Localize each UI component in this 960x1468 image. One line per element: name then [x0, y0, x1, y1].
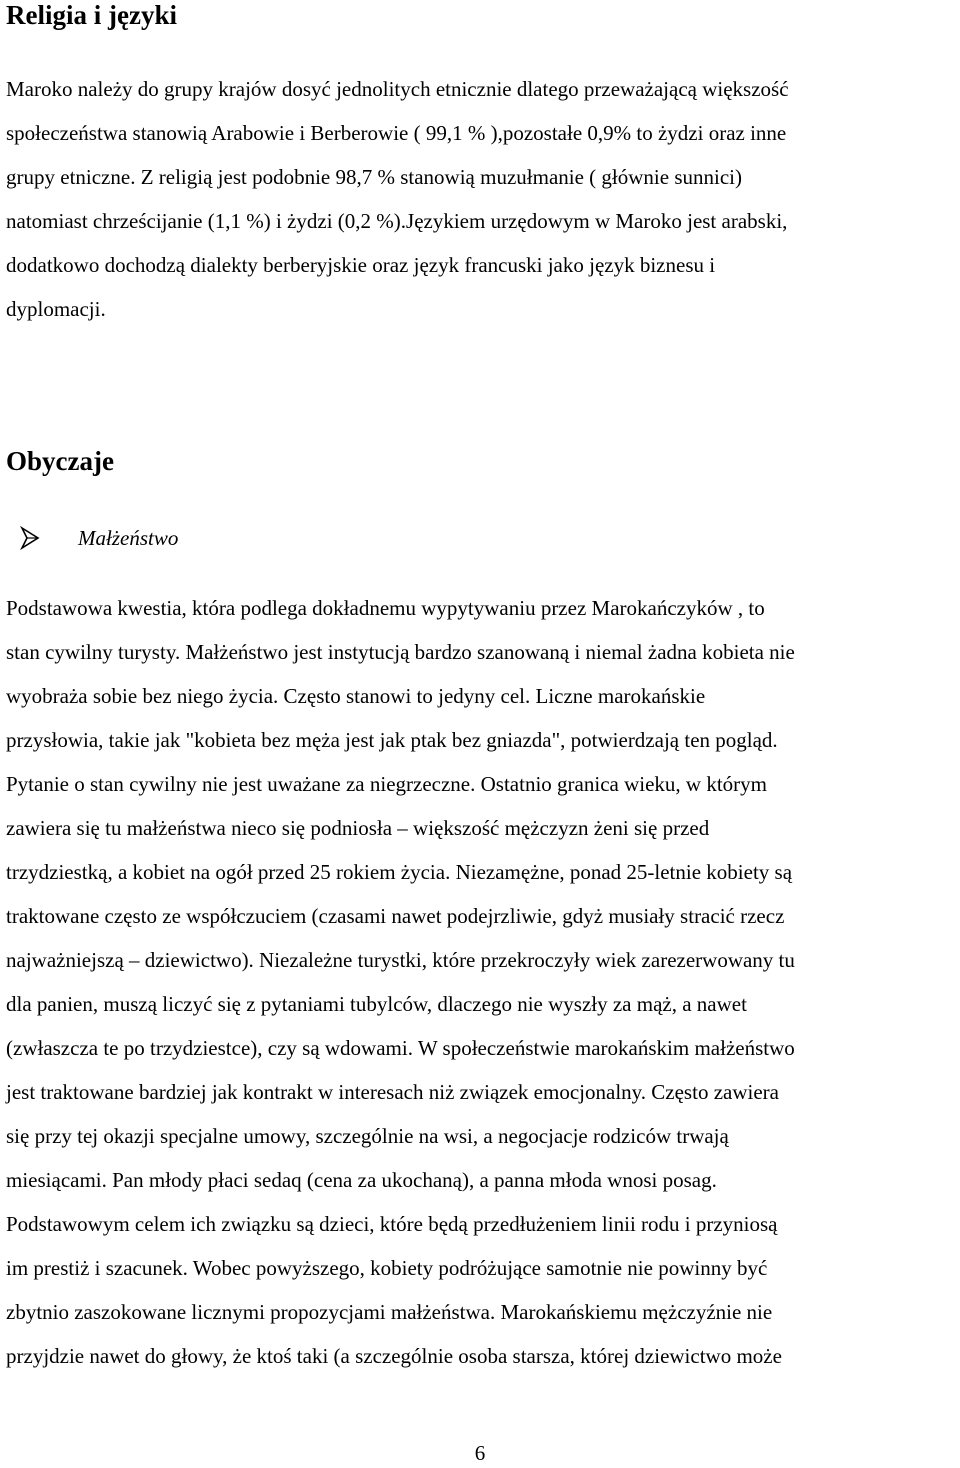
paragraph-line: Podstawowa kwestia, która podlega dokładnemu wypytywaniu przez Marokańczyków , to [6, 596, 765, 620]
page-number: 6 [474, 1441, 486, 1465]
paragraph-line: jest traktowane bardziej jak kontrakt w interesach niż związek emocjonalny. Często zawiera [6, 1080, 779, 1104]
paragraph-line: dyplomacji. [6, 297, 106, 321]
paragraph-line: Pytanie o stan cywilny nie jest uważane za niegrzeczne. Ostatnio granica wieku, w którym [6, 772, 767, 796]
paragraph-marriage [6, 586, 954, 1378]
paragraph-line: dodatkowo dochodzą dialekty berberyjskie oraz język francuski jako język biznesu i [6, 253, 716, 277]
paragraph-line: traktowane często ze współczuciem (czasami nawet podejrzliwie, gdyż musiały stracić rzecz [6, 904, 785, 928]
paragraph-line: Maroko należy do grupy krajów dosyć jednolitych etnicznie dlatego przeważającą większość [6, 77, 789, 101]
paragraph-line: Podstawowym celem ich związku są dzieci, które będą przedłużeniem linii rodu i przyniosą [6, 1212, 778, 1236]
paragraph-line: stan cywilny turysty. Małżeństwo jest instytucją bardzo szanowaną i niemal żadna kobieta nie [6, 640, 795, 664]
subheading-marriage: Małżeństwo [78, 526, 179, 550]
paragraph-line: miesiącami. Pan młody płaci sedaq (cena za ukochaną), a panna młoda wnosi posag. [6, 1168, 717, 1192]
paragraph-line: natomiast chrześcijanie (1,1 %) i żydzi (0,2 %).Językiem urzędowym w Maroko jest arabski, [6, 209, 788, 233]
arrowhead-bullet-icon [20, 526, 58, 550]
paragraph-line: trzydziestką, a kobiet na ogół przed 25 rokiem życia. Niezamężne, ponad 25-letnie kobiety są [6, 860, 793, 884]
paragraph-line: przysłowia, takie jak "kobieta bez męża jest jak ptak bez gniazda", potwierdzają ten pogląd. [6, 728, 778, 752]
paragraph-line: przyjdzie nawet do głowy, że ktoś taki (a szczególnie osoba starsza, której dziewictwo może [6, 1344, 782, 1368]
section-title-religion: Religia i języki [6, 0, 177, 30]
paragraph-line: zawiera się tu małżeństwa nieco się podniosła – większość mężczyzn żeni się przed [6, 816, 710, 840]
paragraph-line: zbytnio zaszokowane licznymi propozycjami małżeństwa. Marokańskiemu mężczyźnie nie [6, 1300, 773, 1324]
section-title-customs: Obyczaje [6, 446, 114, 476]
paragraph-line: grupy etniczne. Z religią jest podobnie 98,7 % stanowią muzułmanie ( głównie sunnici) [6, 165, 742, 189]
paragraph-religion [6, 67, 954, 331]
paragraph-line: (zwłaszcza te po trzydziestce), czy są wdowami. W społeczeństwie marokańskim małżeństwo [6, 1036, 795, 1060]
subheading-row [6, 520, 178, 556]
paragraph-line: wyobraża sobie bez niego życia. Często stanowi to jedyny cel. Liczne marokańskie [6, 684, 706, 708]
paragraph-line: społeczeństwa stanowią Arabowie i Berberowie ( 99,1 % ),pozostałe 0,9% to żydzi oraz inne [6, 121, 787, 145]
paragraph-line: najważniejszą – dziewictwo). Niezależne turystki, które przekroczyły wiek zarezerwowany tu [6, 948, 795, 972]
paragraph-line: się przy tej okazji specjalne umowy, szczególnie na wsi, a negocjacje rodziców trwają [6, 1124, 729, 1148]
paragraph-line: im prestiż i szacunek. Wobec powyższego, kobiety podróżujące samotnie nie powinny być [6, 1256, 768, 1280]
paragraph-line: dla panien, muszą liczyć się z pytaniami tubylców, dlaczego nie wyszły za mąż, a nawet [6, 992, 747, 1016]
